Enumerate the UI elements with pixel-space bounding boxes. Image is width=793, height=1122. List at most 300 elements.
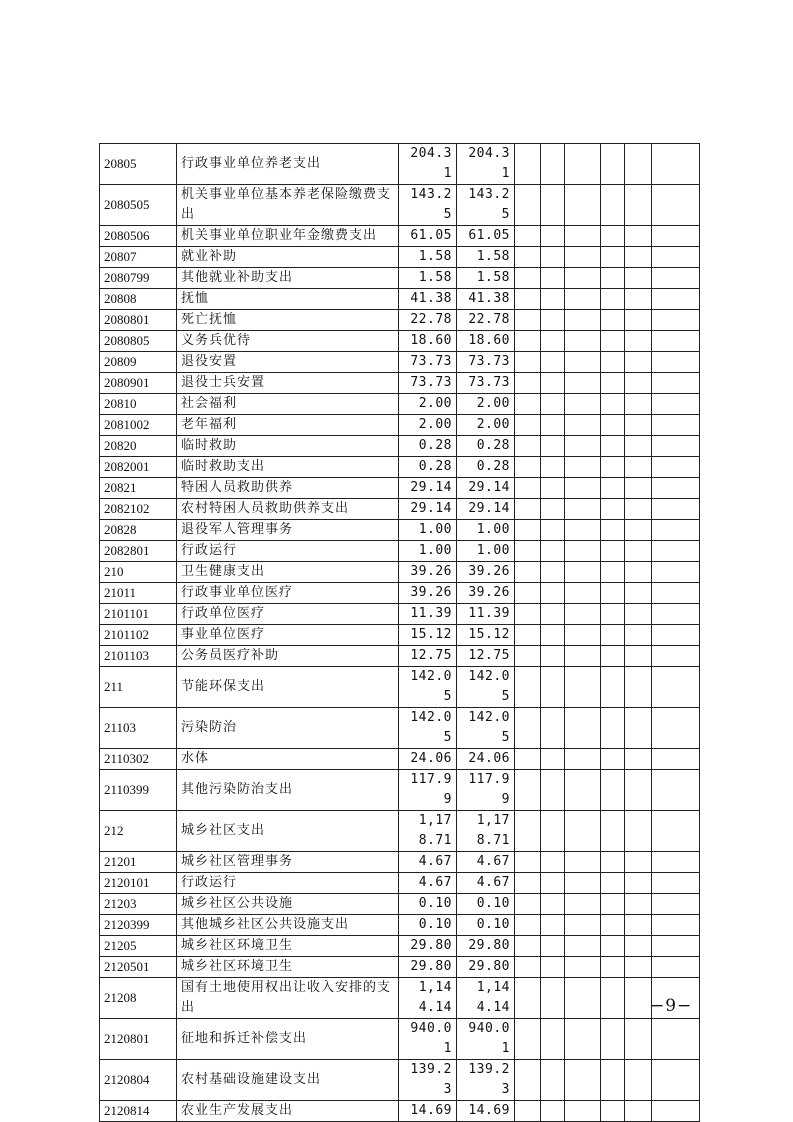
empty-cell xyxy=(652,852,700,873)
empty-cell xyxy=(515,373,541,394)
account-name-cell: 城乡社区环境卫生 xyxy=(177,957,399,978)
table-row xyxy=(100,352,700,373)
empty-cell xyxy=(652,667,700,708)
account-code-cell: 2081002 xyxy=(100,415,177,436)
empty-cell xyxy=(652,415,700,436)
general-budget-amount-cell: 2.00 xyxy=(457,415,515,436)
empty-cell xyxy=(565,604,601,625)
empty-cell xyxy=(601,415,625,436)
total-amount-cell: 204.31 xyxy=(399,144,457,185)
account-name-cell: 就业补助 xyxy=(177,247,399,268)
empty-cell xyxy=(652,457,700,478)
empty-cell xyxy=(541,583,565,604)
account-name-cell: 行政事业单位养老支出 xyxy=(177,144,399,185)
empty-cell xyxy=(601,957,625,978)
empty-cell xyxy=(601,541,625,562)
general-budget-amount-cell: 14.69 xyxy=(457,1101,515,1122)
empty-cell xyxy=(515,144,541,185)
table-row xyxy=(100,1019,700,1060)
empty-cell xyxy=(652,936,700,957)
empty-cell xyxy=(601,520,625,541)
total-amount-cell: 73.73 xyxy=(399,352,457,373)
total-amount-cell: 41.38 xyxy=(399,289,457,310)
total-amount-cell: 143.25 xyxy=(399,185,457,226)
empty-cell xyxy=(601,936,625,957)
empty-cell xyxy=(601,331,625,352)
empty-cell xyxy=(565,1019,601,1060)
empty-cell xyxy=(515,873,541,894)
empty-cell xyxy=(515,436,541,457)
empty-cell xyxy=(625,289,652,310)
empty-cell xyxy=(515,894,541,915)
total-amount-cell: 4.67 xyxy=(399,873,457,894)
empty-cell xyxy=(541,499,565,520)
empty-cell xyxy=(541,144,565,185)
empty-cell xyxy=(565,268,601,289)
empty-cell xyxy=(625,415,652,436)
empty-cell xyxy=(541,708,565,749)
empty-cell xyxy=(601,1101,625,1122)
empty-cell xyxy=(652,520,700,541)
empty-cell xyxy=(652,478,700,499)
empty-cell xyxy=(601,394,625,415)
account-code-cell: 2120501 xyxy=(100,957,177,978)
empty-cell xyxy=(541,331,565,352)
empty-cell xyxy=(652,1060,700,1101)
account-name-cell: 临时救助 xyxy=(177,436,399,457)
empty-cell xyxy=(541,289,565,310)
table-row xyxy=(100,415,700,436)
empty-cell xyxy=(625,436,652,457)
empty-cell xyxy=(652,226,700,247)
general-budget-amount-cell: 24.06 xyxy=(457,749,515,770)
empty-cell xyxy=(515,915,541,936)
general-budget-amount-cell: 0.10 xyxy=(457,915,515,936)
account-name-cell: 行政单位医疗 xyxy=(177,604,399,625)
table-row xyxy=(100,770,700,811)
account-name-cell: 污染防治 xyxy=(177,708,399,749)
empty-cell xyxy=(565,646,601,667)
empty-cell xyxy=(625,352,652,373)
empty-cell xyxy=(601,978,625,1019)
empty-cell xyxy=(541,247,565,268)
empty-cell xyxy=(565,957,601,978)
account-code-cell: 21011 xyxy=(100,583,177,604)
account-code-cell: 2080506 xyxy=(100,226,177,247)
empty-cell xyxy=(515,583,541,604)
account-name-cell: 公务员医疗补助 xyxy=(177,646,399,667)
empty-cell xyxy=(515,415,541,436)
empty-cell xyxy=(541,873,565,894)
empty-cell xyxy=(565,144,601,185)
total-amount-cell: 39.26 xyxy=(399,583,457,604)
account-code-cell: 20821 xyxy=(100,478,177,499)
account-name-cell: 抚恤 xyxy=(177,289,399,310)
table-row xyxy=(100,520,700,541)
table-body xyxy=(100,144,700,1122)
empty-cell xyxy=(515,667,541,708)
table-row xyxy=(100,562,700,583)
total-amount-cell: 142.05 xyxy=(399,708,457,749)
account-name-cell: 行政运行 xyxy=(177,873,399,894)
general-budget-amount-cell: 29.80 xyxy=(457,936,515,957)
empty-cell xyxy=(652,1019,700,1060)
empty-cell xyxy=(625,770,652,811)
account-code-cell: 212 xyxy=(100,811,177,852)
empty-cell xyxy=(565,185,601,226)
account-code-cell: 2120101 xyxy=(100,873,177,894)
empty-cell xyxy=(541,478,565,499)
total-amount-cell: 2.00 xyxy=(399,415,457,436)
empty-cell xyxy=(652,499,700,520)
empty-cell xyxy=(625,978,652,1019)
empty-cell xyxy=(565,811,601,852)
account-name-cell: 其他污染防治支出 xyxy=(177,770,399,811)
table-row xyxy=(100,310,700,331)
total-amount-cell: 39.26 xyxy=(399,562,457,583)
empty-cell xyxy=(541,749,565,770)
account-code-cell: 2082801 xyxy=(100,541,177,562)
account-name-cell: 城乡社区管理事务 xyxy=(177,852,399,873)
empty-cell xyxy=(625,915,652,936)
empty-cell xyxy=(652,268,700,289)
empty-cell xyxy=(541,646,565,667)
empty-cell xyxy=(625,144,652,185)
empty-cell xyxy=(541,436,565,457)
empty-cell xyxy=(652,185,700,226)
empty-cell xyxy=(541,1060,565,1101)
empty-cell xyxy=(515,708,541,749)
table-row xyxy=(100,873,700,894)
empty-cell xyxy=(601,770,625,811)
empty-cell xyxy=(515,268,541,289)
table-row xyxy=(100,1101,700,1122)
account-name-cell: 城乡社区支出 xyxy=(177,811,399,852)
empty-cell xyxy=(565,978,601,1019)
table-row xyxy=(100,708,700,749)
empty-cell xyxy=(565,247,601,268)
empty-cell xyxy=(541,667,565,708)
empty-cell xyxy=(541,811,565,852)
empty-cell xyxy=(601,894,625,915)
empty-cell xyxy=(625,310,652,331)
empty-cell xyxy=(541,226,565,247)
empty-cell xyxy=(625,478,652,499)
empty-cell xyxy=(541,541,565,562)
empty-cell xyxy=(601,185,625,226)
empty-cell xyxy=(625,708,652,749)
account-code-cell: 21103 xyxy=(100,708,177,749)
account-code-cell: 20808 xyxy=(100,289,177,310)
table-row xyxy=(100,625,700,646)
total-amount-cell: 22.78 xyxy=(399,310,457,331)
table-row xyxy=(100,978,700,1019)
empty-cell xyxy=(625,562,652,583)
empty-cell xyxy=(652,770,700,811)
budget-table xyxy=(99,143,700,1122)
empty-cell xyxy=(625,457,652,478)
total-amount-cell: 1.00 xyxy=(399,541,457,562)
total-amount-cell: 12.75 xyxy=(399,646,457,667)
account-code-cell: 2110302 xyxy=(100,749,177,770)
total-amount-cell: 29.80 xyxy=(399,936,457,957)
empty-cell xyxy=(565,852,601,873)
table-row xyxy=(100,436,700,457)
empty-cell xyxy=(601,811,625,852)
empty-cell xyxy=(652,915,700,936)
empty-cell xyxy=(515,646,541,667)
account-code-cell: 21208 xyxy=(100,978,177,1019)
empty-cell xyxy=(652,562,700,583)
empty-cell xyxy=(565,770,601,811)
account-name-cell: 其他城乡社区公共设施支出 xyxy=(177,915,399,936)
empty-cell xyxy=(515,1060,541,1101)
empty-cell xyxy=(565,331,601,352)
total-amount-cell: 61.05 xyxy=(399,226,457,247)
account-name-cell: 征地和拆迁补偿支出 xyxy=(177,1019,399,1060)
empty-cell xyxy=(601,625,625,646)
account-name-cell: 其他就业补助支出 xyxy=(177,268,399,289)
empty-cell xyxy=(515,457,541,478)
empty-cell xyxy=(601,1019,625,1060)
account-code-cell: 210 xyxy=(100,562,177,583)
general-budget-amount-cell: 39.26 xyxy=(457,562,515,583)
empty-cell xyxy=(601,562,625,583)
general-budget-amount-cell: 73.73 xyxy=(457,352,515,373)
empty-cell xyxy=(515,852,541,873)
general-budget-amount-cell: 4.67 xyxy=(457,873,515,894)
account-name-cell: 节能环保支出 xyxy=(177,667,399,708)
total-amount-cell: 11.39 xyxy=(399,604,457,625)
empty-cell xyxy=(565,226,601,247)
general-budget-amount-cell: 142.05 xyxy=(457,708,515,749)
account-code-cell: 2082102 xyxy=(100,499,177,520)
table-row xyxy=(100,289,700,310)
total-amount-cell: 73.73 xyxy=(399,373,457,394)
empty-cell xyxy=(652,144,700,185)
empty-cell xyxy=(515,310,541,331)
general-budget-amount-cell: 117.99 xyxy=(457,770,515,811)
empty-cell xyxy=(565,415,601,436)
empty-cell xyxy=(652,1101,700,1122)
account-code-cell: 2080801 xyxy=(100,310,177,331)
empty-cell xyxy=(625,957,652,978)
empty-cell xyxy=(625,811,652,852)
empty-cell xyxy=(541,520,565,541)
empty-cell xyxy=(565,499,601,520)
total-amount-cell: 940.01 xyxy=(399,1019,457,1060)
general-budget-amount-cell: 4.67 xyxy=(457,852,515,873)
empty-cell xyxy=(625,185,652,226)
empty-cell xyxy=(625,873,652,894)
empty-cell xyxy=(601,478,625,499)
account-code-cell: 2101103 xyxy=(100,646,177,667)
account-name-cell: 卫生健康支出 xyxy=(177,562,399,583)
general-budget-amount-cell: 15.12 xyxy=(457,625,515,646)
empty-cell xyxy=(625,520,652,541)
account-code-cell: 20820 xyxy=(100,436,177,457)
account-name-cell: 临时救助支出 xyxy=(177,457,399,478)
empty-cell xyxy=(541,978,565,1019)
empty-cell xyxy=(565,873,601,894)
table-row xyxy=(100,957,700,978)
general-budget-amount-cell: 0.28 xyxy=(457,436,515,457)
total-amount-cell: 4.67 xyxy=(399,852,457,873)
empty-cell xyxy=(541,373,565,394)
total-amount-cell: 0.28 xyxy=(399,436,457,457)
page-number: −9− xyxy=(650,996,693,1016)
empty-cell xyxy=(652,331,700,352)
empty-cell xyxy=(565,373,601,394)
total-amount-cell: 117.99 xyxy=(399,770,457,811)
account-name-cell: 退役军人管理事务 xyxy=(177,520,399,541)
empty-cell xyxy=(565,1101,601,1122)
empty-cell xyxy=(601,436,625,457)
empty-cell xyxy=(601,749,625,770)
account-code-cell: 20809 xyxy=(100,352,177,373)
empty-cell xyxy=(652,708,700,749)
table-row xyxy=(100,268,700,289)
account-name-cell: 行政运行 xyxy=(177,541,399,562)
empty-cell xyxy=(515,936,541,957)
empty-cell xyxy=(565,520,601,541)
account-name-cell: 行政事业单位医疗 xyxy=(177,583,399,604)
empty-cell xyxy=(515,541,541,562)
general-budget-amount-cell: 18.60 xyxy=(457,331,515,352)
empty-cell xyxy=(625,852,652,873)
empty-cell xyxy=(565,352,601,373)
table-row xyxy=(100,144,700,185)
table-row xyxy=(100,604,700,625)
empty-cell xyxy=(515,1101,541,1122)
empty-cell xyxy=(601,289,625,310)
general-budget-amount-cell: 143.25 xyxy=(457,185,515,226)
total-amount-cell: 15.12 xyxy=(399,625,457,646)
empty-cell xyxy=(565,562,601,583)
empty-cell xyxy=(515,811,541,852)
empty-cell xyxy=(541,1101,565,1122)
empty-cell xyxy=(565,915,601,936)
total-amount-cell: 0.10 xyxy=(399,915,457,936)
empty-cell xyxy=(625,331,652,352)
account-name-cell: 死亡抚恤 xyxy=(177,310,399,331)
table-row xyxy=(100,457,700,478)
empty-cell xyxy=(601,708,625,749)
empty-cell xyxy=(515,247,541,268)
empty-cell xyxy=(601,457,625,478)
empty-cell xyxy=(565,708,601,749)
empty-cell xyxy=(652,873,700,894)
empty-cell xyxy=(625,646,652,667)
table-row xyxy=(100,894,700,915)
empty-cell xyxy=(515,957,541,978)
empty-cell xyxy=(541,770,565,811)
empty-cell xyxy=(601,310,625,331)
empty-cell xyxy=(652,957,700,978)
empty-cell xyxy=(541,625,565,646)
account-code-cell: 2101101 xyxy=(100,604,177,625)
general-budget-amount-cell: 139.23 xyxy=(457,1060,515,1101)
empty-cell xyxy=(625,583,652,604)
empty-cell xyxy=(625,749,652,770)
account-name-cell: 城乡社区环境卫生 xyxy=(177,936,399,957)
total-amount-cell: 29.14 xyxy=(399,499,457,520)
empty-cell xyxy=(625,247,652,268)
empty-cell xyxy=(601,352,625,373)
empty-cell xyxy=(541,268,565,289)
empty-cell xyxy=(652,289,700,310)
general-budget-amount-cell: 73.73 xyxy=(457,373,515,394)
general-budget-amount-cell: 12.75 xyxy=(457,646,515,667)
empty-cell xyxy=(565,478,601,499)
table-row xyxy=(100,247,700,268)
general-budget-amount-cell: 1,144.14 xyxy=(457,978,515,1019)
general-budget-amount-cell: 1.58 xyxy=(457,268,515,289)
table-row xyxy=(100,394,700,415)
empty-cell xyxy=(601,873,625,894)
account-code-cell: 2080799 xyxy=(100,268,177,289)
empty-cell xyxy=(565,749,601,770)
empty-cell xyxy=(652,436,700,457)
empty-cell xyxy=(652,583,700,604)
empty-cell xyxy=(625,1060,652,1101)
empty-cell xyxy=(565,289,601,310)
total-amount-cell: 29.14 xyxy=(399,478,457,499)
empty-cell xyxy=(625,268,652,289)
empty-cell xyxy=(601,1060,625,1101)
table-row xyxy=(100,331,700,352)
empty-cell xyxy=(652,811,700,852)
empty-cell xyxy=(541,604,565,625)
empty-cell xyxy=(565,625,601,646)
total-amount-cell: 1,178.71 xyxy=(399,811,457,852)
empty-cell xyxy=(625,1019,652,1060)
table-row xyxy=(100,226,700,247)
account-code-cell: 20805 xyxy=(100,144,177,185)
account-code-cell: 2110399 xyxy=(100,770,177,811)
empty-cell xyxy=(515,1019,541,1060)
empty-cell xyxy=(541,310,565,331)
empty-cell xyxy=(601,144,625,185)
general-budget-amount-cell: 0.10 xyxy=(457,894,515,915)
account-code-cell: 2080505 xyxy=(100,185,177,226)
empty-cell xyxy=(625,894,652,915)
account-code-cell: 2082001 xyxy=(100,457,177,478)
empty-cell xyxy=(601,667,625,708)
empty-cell xyxy=(625,394,652,415)
empty-cell xyxy=(565,1060,601,1101)
empty-cell xyxy=(652,646,700,667)
empty-cell xyxy=(652,625,700,646)
account-name-cell: 农村特困人员救助供养支出 xyxy=(177,499,399,520)
empty-cell xyxy=(515,394,541,415)
empty-cell xyxy=(652,310,700,331)
empty-cell xyxy=(625,625,652,646)
account-code-cell: 20828 xyxy=(100,520,177,541)
empty-cell xyxy=(652,394,700,415)
empty-cell xyxy=(565,310,601,331)
empty-cell xyxy=(515,352,541,373)
empty-cell xyxy=(601,915,625,936)
empty-cell xyxy=(625,667,652,708)
empty-cell xyxy=(515,499,541,520)
account-code-cell: 2120814 xyxy=(100,1101,177,1122)
table-row xyxy=(100,583,700,604)
account-code-cell: 2080901 xyxy=(100,373,177,394)
empty-cell xyxy=(652,541,700,562)
table-row xyxy=(100,811,700,852)
account-name-cell: 特困人员救助供养 xyxy=(177,478,399,499)
